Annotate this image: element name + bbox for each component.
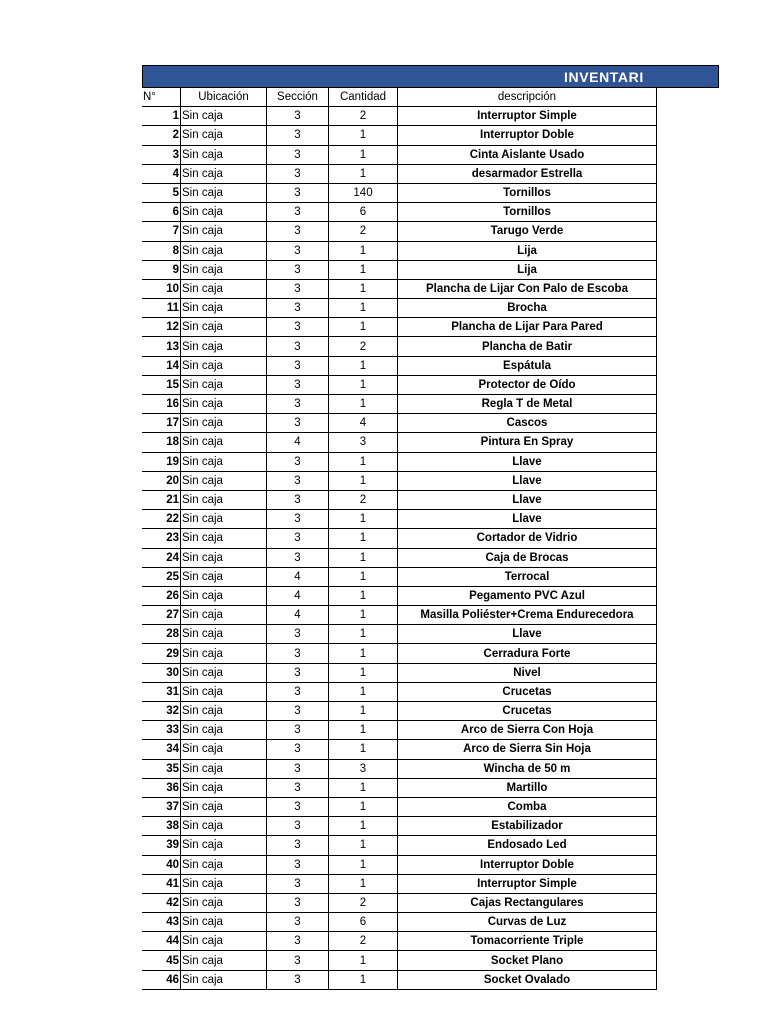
table-row bbox=[142, 874, 657, 893]
table-row bbox=[142, 548, 657, 567]
row-description: Tomacorriente Triple bbox=[398, 932, 657, 951]
row-section: 3 bbox=[267, 625, 329, 644]
row-quantity: 1 bbox=[329, 817, 398, 836]
table-row bbox=[142, 682, 657, 701]
row-section: 3 bbox=[267, 932, 329, 951]
row-number: 30 bbox=[142, 663, 181, 682]
row-location: Sin caja bbox=[181, 625, 267, 644]
table-row bbox=[142, 510, 657, 529]
table-row bbox=[142, 567, 657, 586]
table-row bbox=[142, 107, 657, 126]
row-number: 16 bbox=[142, 395, 181, 414]
row-quantity: 1 bbox=[329, 702, 398, 721]
row-section: 4 bbox=[267, 586, 329, 605]
row-description: Llave bbox=[398, 510, 657, 529]
table-body bbox=[142, 107, 657, 990]
row-location: Sin caja bbox=[181, 913, 267, 932]
row-description: Curvas de Luz bbox=[398, 913, 657, 932]
row-location: Sin caja bbox=[181, 586, 267, 605]
row-location: Sin caja bbox=[181, 721, 267, 740]
row-location: Sin caja bbox=[181, 164, 267, 183]
row-section: 3 bbox=[267, 414, 329, 433]
column-header-section: Sección bbox=[267, 88, 329, 107]
row-description: Crucetas bbox=[398, 702, 657, 721]
row-section: 3 bbox=[267, 682, 329, 701]
row-description: Protector de Oído bbox=[398, 375, 657, 394]
table-row bbox=[142, 452, 657, 471]
row-description: Wincha de 50 m bbox=[398, 759, 657, 778]
column-header-location: Ubicación bbox=[181, 88, 267, 107]
row-number: 4 bbox=[142, 164, 181, 183]
row-description: Crucetas bbox=[398, 682, 657, 701]
row-location: Sin caja bbox=[181, 299, 267, 318]
row-number: 45 bbox=[142, 951, 181, 970]
row-quantity: 1 bbox=[329, 510, 398, 529]
table-row bbox=[142, 855, 657, 874]
table-row bbox=[142, 183, 657, 202]
row-location: Sin caja bbox=[181, 375, 267, 394]
row-number: 1 bbox=[142, 107, 181, 126]
table-row bbox=[142, 644, 657, 663]
row-section: 3 bbox=[267, 356, 329, 375]
column-header-quantity: Cantidad bbox=[329, 88, 398, 107]
row-description: Tornillos bbox=[398, 183, 657, 202]
row-section: 3 bbox=[267, 836, 329, 855]
row-quantity: 1 bbox=[329, 874, 398, 893]
row-number: 46 bbox=[142, 970, 181, 989]
row-number: 6 bbox=[142, 203, 181, 222]
row-description: Estabilizador bbox=[398, 817, 657, 836]
row-description: Masilla Poliéster+Crema Endurecedora bbox=[398, 606, 657, 625]
table-row bbox=[142, 241, 657, 260]
row-quantity: 1 bbox=[329, 970, 398, 989]
table-row bbox=[142, 721, 657, 740]
row-number: 29 bbox=[142, 644, 181, 663]
row-section: 3 bbox=[267, 855, 329, 874]
row-description: Interruptor Doble bbox=[398, 126, 657, 145]
row-quantity: 6 bbox=[329, 203, 398, 222]
row-location: Sin caja bbox=[181, 337, 267, 356]
row-number: 7 bbox=[142, 222, 181, 241]
row-section: 3 bbox=[267, 529, 329, 548]
row-number: 13 bbox=[142, 337, 181, 356]
row-description: Regla T de Metal bbox=[398, 395, 657, 414]
row-quantity: 1 bbox=[329, 721, 398, 740]
row-location: Sin caja bbox=[181, 471, 267, 490]
row-location: Sin caja bbox=[181, 318, 267, 337]
row-description: Socket Plano bbox=[398, 951, 657, 970]
row-quantity: 1 bbox=[329, 644, 398, 663]
row-location: Sin caja bbox=[181, 970, 267, 989]
row-quantity: 1 bbox=[329, 126, 398, 145]
row-number: 36 bbox=[142, 778, 181, 797]
table-row bbox=[142, 126, 657, 145]
row-quantity: 1 bbox=[329, 778, 398, 797]
row-description: Llave bbox=[398, 471, 657, 490]
row-location: Sin caja bbox=[181, 836, 267, 855]
row-number: 42 bbox=[142, 893, 181, 912]
table-row bbox=[142, 893, 657, 912]
row-quantity: 1 bbox=[329, 299, 398, 318]
row-location: Sin caja bbox=[181, 548, 267, 567]
row-description: Tornillos bbox=[398, 203, 657, 222]
table-row bbox=[142, 395, 657, 414]
row-location: Sin caja bbox=[181, 356, 267, 375]
row-number: 24 bbox=[142, 548, 181, 567]
row-quantity: 140 bbox=[329, 183, 398, 202]
row-location: Sin caja bbox=[181, 644, 267, 663]
row-description: Comba bbox=[398, 797, 657, 816]
row-quantity: 1 bbox=[329, 241, 398, 260]
row-number: 5 bbox=[142, 183, 181, 202]
row-quantity: 1 bbox=[329, 606, 398, 625]
row-number: 19 bbox=[142, 452, 181, 471]
row-section: 3 bbox=[267, 337, 329, 356]
row-section: 3 bbox=[267, 203, 329, 222]
row-section: 3 bbox=[267, 702, 329, 721]
row-location: Sin caja bbox=[181, 222, 267, 241]
row-number: 18 bbox=[142, 433, 181, 452]
row-description: Tarugo Verde bbox=[398, 222, 657, 241]
row-number: 34 bbox=[142, 740, 181, 759]
row-quantity: 1 bbox=[329, 797, 398, 816]
row-quantity: 1 bbox=[329, 375, 398, 394]
row-description: Caja de Brocas bbox=[398, 548, 657, 567]
row-quantity: 2 bbox=[329, 893, 398, 912]
row-location: Sin caja bbox=[181, 797, 267, 816]
row-quantity: 1 bbox=[329, 855, 398, 874]
title-bar bbox=[142, 65, 719, 88]
row-section: 3 bbox=[267, 721, 329, 740]
row-section: 3 bbox=[267, 759, 329, 778]
row-section: 3 bbox=[267, 510, 329, 529]
row-section: 3 bbox=[267, 145, 329, 164]
row-section: 3 bbox=[267, 260, 329, 279]
row-number: 2 bbox=[142, 126, 181, 145]
row-section: 3 bbox=[267, 663, 329, 682]
table-row bbox=[142, 797, 657, 816]
row-section: 3 bbox=[267, 299, 329, 318]
row-description: Nivel bbox=[398, 663, 657, 682]
row-location: Sin caja bbox=[181, 490, 267, 509]
row-description: Interruptor Simple bbox=[398, 874, 657, 893]
row-section: 3 bbox=[267, 375, 329, 394]
inventory-table bbox=[142, 88, 657, 990]
table-row bbox=[142, 299, 657, 318]
table-row bbox=[142, 817, 657, 836]
row-number: 41 bbox=[142, 874, 181, 893]
row-description: Interruptor Simple bbox=[398, 107, 657, 126]
row-number: 40 bbox=[142, 855, 181, 874]
row-description: Plancha de Batir bbox=[398, 337, 657, 356]
row-section: 3 bbox=[267, 874, 329, 893]
row-quantity: 1 bbox=[329, 471, 398, 490]
row-description: Espátula bbox=[398, 356, 657, 375]
row-section: 3 bbox=[267, 452, 329, 471]
row-description: Cortador de Vidrio bbox=[398, 529, 657, 548]
table-row bbox=[142, 318, 657, 337]
row-quantity: 1 bbox=[329, 356, 398, 375]
table-row bbox=[142, 951, 657, 970]
table-row bbox=[142, 490, 657, 509]
table-row bbox=[142, 203, 657, 222]
table-row bbox=[142, 913, 657, 932]
row-description: Plancha de Lijar Para Pared bbox=[398, 318, 657, 337]
row-quantity: 1 bbox=[329, 740, 398, 759]
row-number: 43 bbox=[142, 913, 181, 932]
row-location: Sin caja bbox=[181, 145, 267, 164]
row-quantity: 1 bbox=[329, 548, 398, 567]
sheet-title: INVENTARI bbox=[564, 69, 644, 85]
row-location: Sin caja bbox=[181, 740, 267, 759]
row-section: 3 bbox=[267, 279, 329, 298]
row-location: Sin caja bbox=[181, 893, 267, 912]
row-number: 21 bbox=[142, 490, 181, 509]
row-number: 3 bbox=[142, 145, 181, 164]
row-number: 8 bbox=[142, 241, 181, 260]
row-section: 3 bbox=[267, 107, 329, 126]
row-section: 3 bbox=[267, 893, 329, 912]
row-quantity: 1 bbox=[329, 529, 398, 548]
row-quantity: 1 bbox=[329, 164, 398, 183]
table-row bbox=[142, 356, 657, 375]
row-section: 4 bbox=[267, 433, 329, 452]
row-location: Sin caja bbox=[181, 874, 267, 893]
row-location: Sin caja bbox=[181, 778, 267, 797]
row-location: Sin caja bbox=[181, 951, 267, 970]
row-section: 3 bbox=[267, 913, 329, 932]
row-number: 44 bbox=[142, 932, 181, 951]
row-quantity: 1 bbox=[329, 586, 398, 605]
table-row bbox=[142, 433, 657, 452]
table-row bbox=[142, 279, 657, 298]
row-description: Plancha de Lijar Con Palo de Escoba bbox=[398, 279, 657, 298]
row-number: 39 bbox=[142, 836, 181, 855]
row-quantity: 1 bbox=[329, 625, 398, 644]
table-row bbox=[142, 414, 657, 433]
row-number: 28 bbox=[142, 625, 181, 644]
table-row bbox=[142, 606, 657, 625]
row-quantity: 1 bbox=[329, 452, 398, 471]
row-location: Sin caja bbox=[181, 529, 267, 548]
row-location: Sin caja bbox=[181, 395, 267, 414]
row-quantity: 1 bbox=[329, 279, 398, 298]
row-section: 3 bbox=[267, 797, 329, 816]
row-number: 9 bbox=[142, 260, 181, 279]
row-number: 12 bbox=[142, 318, 181, 337]
row-section: 3 bbox=[267, 126, 329, 145]
row-number: 37 bbox=[142, 797, 181, 816]
row-description: Cinta Aislante Usado bbox=[398, 145, 657, 164]
row-quantity: 2 bbox=[329, 490, 398, 509]
table-row bbox=[142, 586, 657, 605]
row-description: Lija bbox=[398, 260, 657, 279]
row-quantity: 1 bbox=[329, 318, 398, 337]
row-location: Sin caja bbox=[181, 932, 267, 951]
column-header-description: descripción bbox=[398, 88, 657, 107]
row-location: Sin caja bbox=[181, 452, 267, 471]
row-quantity: 1 bbox=[329, 567, 398, 586]
row-number: 31 bbox=[142, 682, 181, 701]
table-row bbox=[142, 471, 657, 490]
row-number: 22 bbox=[142, 510, 181, 529]
row-quantity: 1 bbox=[329, 145, 398, 164]
row-section: 3 bbox=[267, 644, 329, 663]
row-quantity: 4 bbox=[329, 414, 398, 433]
row-quantity: 1 bbox=[329, 836, 398, 855]
row-location: Sin caja bbox=[181, 279, 267, 298]
row-number: 23 bbox=[142, 529, 181, 548]
row-location: Sin caja bbox=[181, 702, 267, 721]
row-quantity: 2 bbox=[329, 932, 398, 951]
row-quantity: 2 bbox=[329, 107, 398, 126]
row-section: 3 bbox=[267, 778, 329, 797]
row-quantity: 2 bbox=[329, 337, 398, 356]
row-section: 3 bbox=[267, 548, 329, 567]
row-quantity: 3 bbox=[329, 433, 398, 452]
row-section: 3 bbox=[267, 740, 329, 759]
row-section: 3 bbox=[267, 395, 329, 414]
row-location: Sin caja bbox=[181, 682, 267, 701]
row-location: Sin caja bbox=[181, 107, 267, 126]
table-row bbox=[142, 836, 657, 855]
row-location: Sin caja bbox=[181, 606, 267, 625]
row-section: 4 bbox=[267, 567, 329, 586]
row-description: Pegamento PVC Azul bbox=[398, 586, 657, 605]
row-description: desarmador Estrella bbox=[398, 164, 657, 183]
row-location: Sin caja bbox=[181, 759, 267, 778]
row-location: Sin caja bbox=[181, 817, 267, 836]
row-number: 15 bbox=[142, 375, 181, 394]
row-number: 26 bbox=[142, 586, 181, 605]
row-section: 3 bbox=[267, 222, 329, 241]
row-section: 3 bbox=[267, 970, 329, 989]
row-location: Sin caja bbox=[181, 241, 267, 260]
row-description: Cerradura Forte bbox=[398, 644, 657, 663]
row-number: 27 bbox=[142, 606, 181, 625]
row-section: 3 bbox=[267, 951, 329, 970]
row-description: Endosado Led bbox=[398, 836, 657, 855]
table-row bbox=[142, 375, 657, 394]
row-description: Llave bbox=[398, 452, 657, 471]
row-quantity: 2 bbox=[329, 222, 398, 241]
table-row bbox=[142, 145, 657, 164]
row-quantity: 3 bbox=[329, 759, 398, 778]
row-description: Cajas Rectangulares bbox=[398, 893, 657, 912]
column-header-number: N° bbox=[142, 88, 181, 107]
row-number: 25 bbox=[142, 567, 181, 586]
header-row bbox=[142, 88, 657, 107]
table-row bbox=[142, 222, 657, 241]
row-number: 11 bbox=[142, 299, 181, 318]
row-description: Llave bbox=[398, 625, 657, 644]
row-section: 3 bbox=[267, 164, 329, 183]
row-description: Socket Ovalado bbox=[398, 970, 657, 989]
row-number: 14 bbox=[142, 356, 181, 375]
row-quantity: 1 bbox=[329, 260, 398, 279]
row-description: Arco de Sierra Con Hoja bbox=[398, 721, 657, 740]
table-row bbox=[142, 529, 657, 548]
row-quantity: 1 bbox=[329, 395, 398, 414]
table-row bbox=[142, 663, 657, 682]
table-row bbox=[142, 164, 657, 183]
row-description: Terrocal bbox=[398, 567, 657, 586]
row-description: Brocha bbox=[398, 299, 657, 318]
row-number: 10 bbox=[142, 279, 181, 298]
table-row bbox=[142, 337, 657, 356]
row-location: Sin caja bbox=[181, 663, 267, 682]
row-description: Lija bbox=[398, 241, 657, 260]
row-number: 35 bbox=[142, 759, 181, 778]
row-description: Cascos bbox=[398, 414, 657, 433]
row-location: Sin caja bbox=[181, 510, 267, 529]
row-description: Llave bbox=[398, 490, 657, 509]
row-quantity: 1 bbox=[329, 682, 398, 701]
row-location: Sin caja bbox=[181, 433, 267, 452]
row-number: 33 bbox=[142, 721, 181, 740]
row-location: Sin caja bbox=[181, 183, 267, 202]
row-section: 3 bbox=[267, 318, 329, 337]
table-row bbox=[142, 260, 657, 279]
row-quantity: 1 bbox=[329, 663, 398, 682]
row-location: Sin caja bbox=[181, 414, 267, 433]
table-row bbox=[142, 932, 657, 951]
row-number: 20 bbox=[142, 471, 181, 490]
row-section: 3 bbox=[267, 490, 329, 509]
row-number: 17 bbox=[142, 414, 181, 433]
table-row bbox=[142, 625, 657, 644]
row-number: 32 bbox=[142, 702, 181, 721]
row-section: 4 bbox=[267, 606, 329, 625]
row-quantity: 6 bbox=[329, 913, 398, 932]
table-row bbox=[142, 970, 657, 989]
row-location: Sin caja bbox=[181, 203, 267, 222]
table-row bbox=[142, 759, 657, 778]
row-location: Sin caja bbox=[181, 260, 267, 279]
row-section: 3 bbox=[267, 471, 329, 490]
row-description: Pintura En Spray bbox=[398, 433, 657, 452]
row-number: 38 bbox=[142, 817, 181, 836]
table-row bbox=[142, 778, 657, 797]
row-section: 3 bbox=[267, 241, 329, 260]
table-row bbox=[142, 702, 657, 721]
row-quantity: 1 bbox=[329, 951, 398, 970]
row-section: 3 bbox=[267, 817, 329, 836]
row-description: Interruptor Doble bbox=[398, 855, 657, 874]
row-location: Sin caja bbox=[181, 567, 267, 586]
row-location: Sin caja bbox=[181, 855, 267, 874]
row-section: 3 bbox=[267, 183, 329, 202]
row-description: Martillo bbox=[398, 778, 657, 797]
row-location: Sin caja bbox=[181, 126, 267, 145]
table-row bbox=[142, 740, 657, 759]
row-description: Arco de Sierra Sin Hoja bbox=[398, 740, 657, 759]
